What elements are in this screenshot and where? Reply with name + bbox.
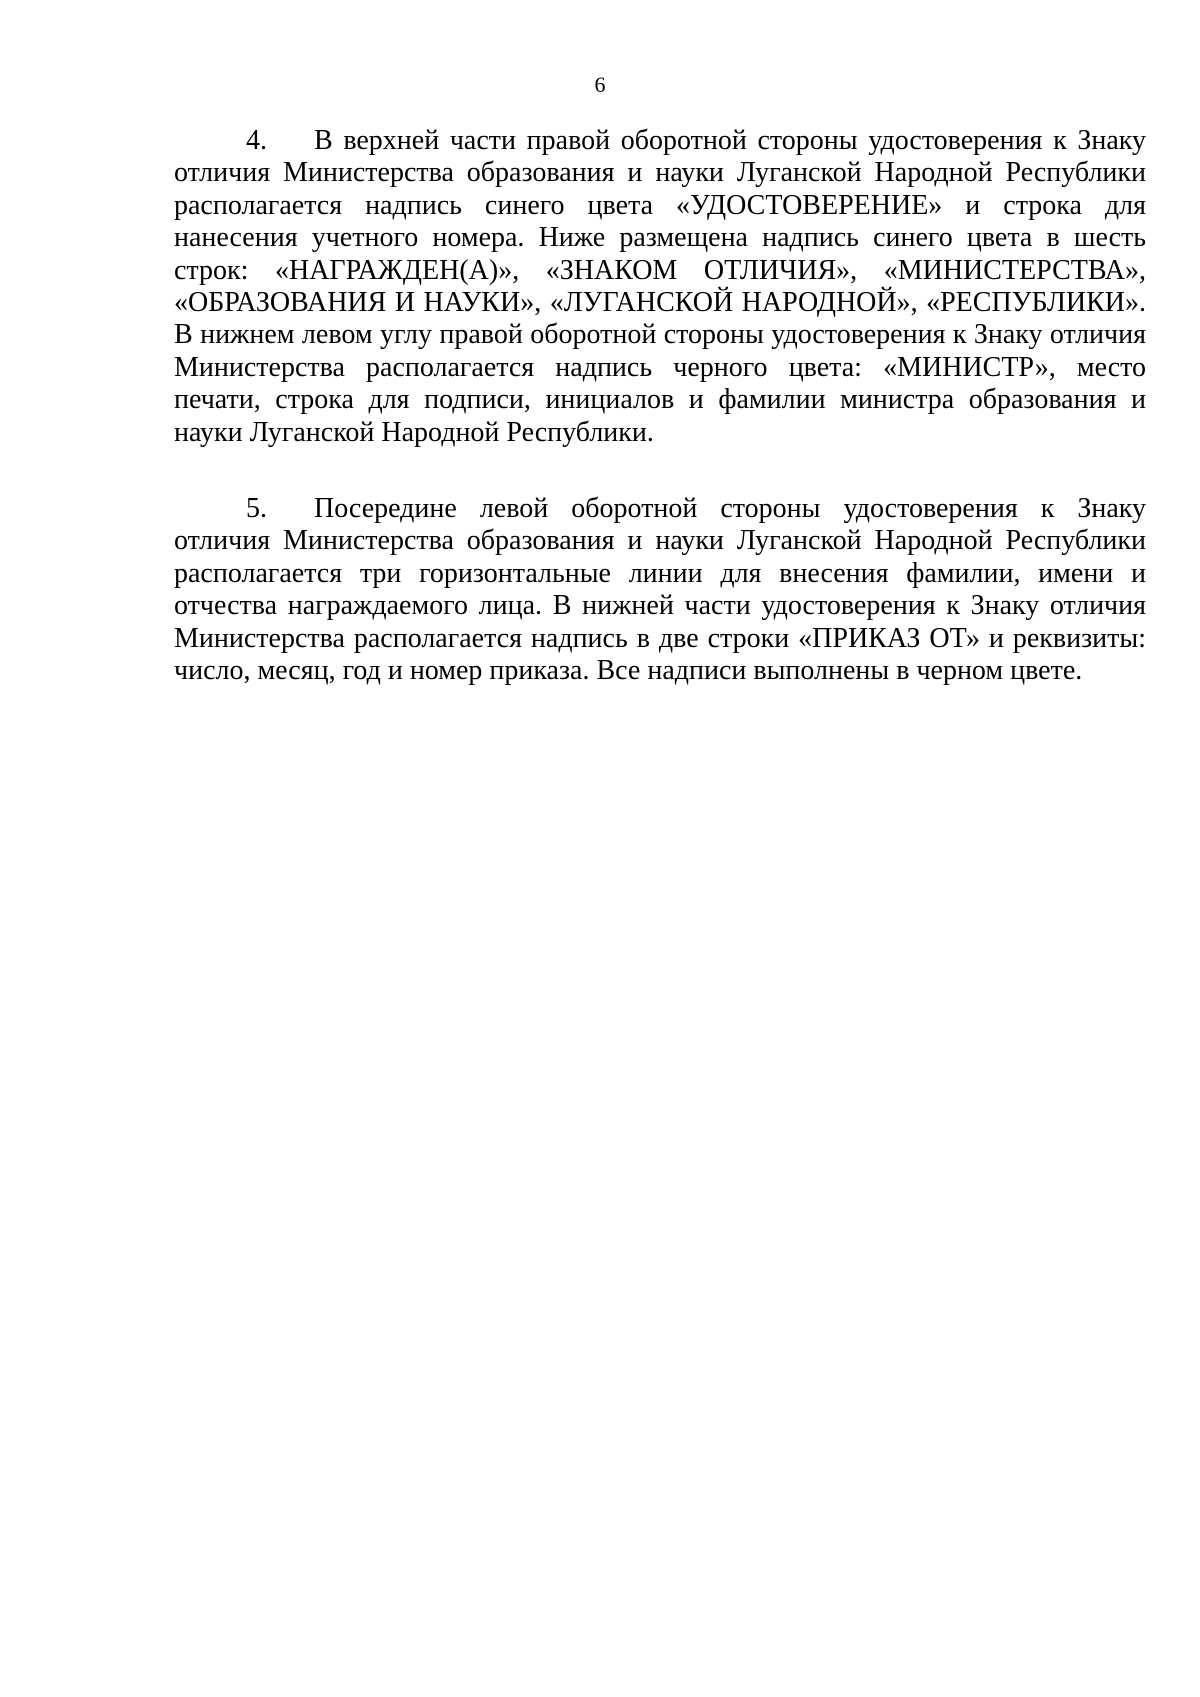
paragraph-number: 5. xyxy=(246,493,267,524)
paragraph-text: Посередине левой оборотной стороны удостоверения к Знаку отличия Министерства образования и науки Луганской Народной Республики располагается три горизонтальные линии для внесения фамилии, имени и отчества награждаемого лица. В нижней части удостоверения к Знаку отличия Министерства располагается надпись в две строки «ПРИКАЗ ОТ» и реквизиты: число, месяц, год и номер приказа. Все надписи выполнены в черном цвете. xyxy=(174,493,1146,687)
paragraph-number: 4. xyxy=(246,125,267,156)
paragraph-text: В верхней части правой оборотной стороны удостоверения к Знаку отличия Министерства образования и науки Луганской Народной Республики располагается надпись синего цвета «УДОСТОВЕРЕНИЕ» и строка для нанесения учетного номера. Ниже размещена надпись синего цвета в шесть строк: «НАГРАЖДЕН(А)», «ЗНАКОМ ОТЛИЧИЯ», «МИНИСТЕРСТВА», «ОБРАЗОВАНИЯ И НАУКИ», «ЛУГАНСКОЙ НАРОДНОЙ», «РЕСПУБЛИКИ». В нижнем левом углу правой оборотной стороны удостоверения к Знаку отличия Министерства располагается надпись черного цвета: «МИНИСТР», место печати, строка для подписи, инициалов и фамилии министра образования и науки Луганской Народной Республики. xyxy=(174,125,1146,448)
paragraph-4 xyxy=(174,125,1146,449)
page-number: 6 xyxy=(594,72,606,97)
paragraph-5 xyxy=(174,493,1146,687)
